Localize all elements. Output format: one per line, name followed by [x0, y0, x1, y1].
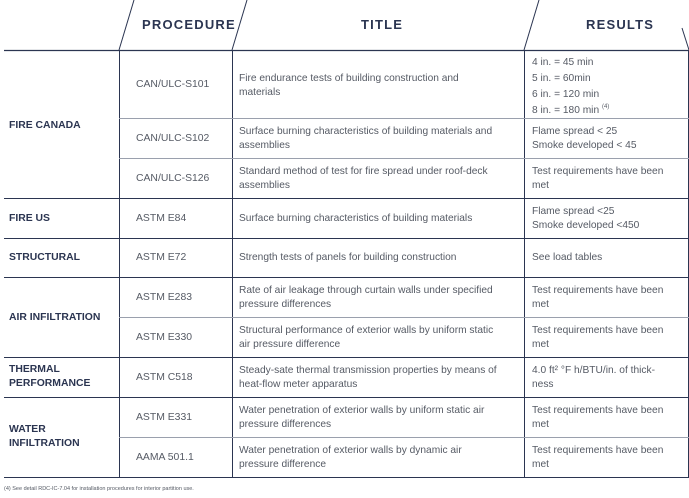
- result-line: Flame spread < 25: [532, 126, 618, 137]
- result-line: 5 in. = 60min: [532, 73, 591, 84]
- row-results: [532, 324, 682, 351]
- category-fire-us: FIRE US: [9, 213, 50, 224]
- row-procedure: ASTM E84: [136, 213, 187, 224]
- row-title-line: pressure differences: [239, 298, 332, 310]
- row-title-line: Surface burning characteristics of building materials and: [239, 126, 493, 137]
- row-results: [532, 55, 682, 119]
- result-line: met: [532, 179, 549, 191]
- row-results: [532, 444, 682, 471]
- header-procedure: PROCEDURE: [142, 17, 236, 32]
- row-results: [532, 404, 682, 431]
- row-title: [239, 364, 519, 391]
- row-title-line: Strength tests of panels for building construction: [239, 252, 457, 263]
- row-title-line: Surface burning characteristics of building materials: [239, 213, 473, 224]
- result-line: ness: [532, 378, 554, 390]
- row-results: [532, 165, 682, 192]
- category-water-line-2: INFILTRATION: [9, 438, 80, 449]
- result-line: met: [532, 418, 549, 430]
- row-title-line: heat-flow meter apparatus: [239, 378, 358, 390]
- row-procedure: CAN/ULC-S101: [136, 79, 210, 90]
- category-water-line-1: WATER: [9, 424, 46, 435]
- row-title-line: assemblies: [239, 139, 290, 151]
- row-title: [239, 165, 519, 192]
- row-procedure: ASTM E283: [136, 292, 193, 303]
- result-line: 6 in. = 120 min: [532, 89, 600, 100]
- result-line: 4.0 ft² °F h/BTU/in. of thick-: [532, 365, 655, 376]
- row-procedure: ASTM C518: [136, 372, 193, 383]
- row-title: [239, 444, 519, 471]
- result-line: 4 in. = 45 min: [532, 57, 594, 68]
- header-title: TITLE: [361, 17, 404, 32]
- result-line: met: [532, 298, 549, 310]
- result-line: met: [532, 338, 549, 350]
- row-title: [239, 284, 519, 311]
- footnote: (4) See detail RDC-IC-7.04 for installation procedures for interior partition use.: [4, 486, 194, 492]
- row-procedure: CAN/ULC-S102: [136, 133, 210, 144]
- result-line: Test requirements have been: [532, 285, 664, 296]
- result-line: Flame spread <25: [532, 206, 615, 217]
- row-procedure: ASTM E331: [136, 412, 193, 423]
- row-title: [239, 324, 519, 351]
- category-thermal-line-1: THERMAL: [9, 364, 60, 375]
- result-line: See load tables: [532, 252, 603, 263]
- result-line: Smoke developed <450: [532, 219, 640, 231]
- row-title-line: pressure differences: [239, 418, 332, 430]
- row-results: [532, 205, 682, 232]
- row-title: [239, 72, 519, 99]
- row-title: [239, 251, 519, 265]
- result-line: Test requirements have been: [532, 405, 664, 416]
- row-title: [239, 404, 519, 431]
- row-title-line: Structural performance of exterior walls by uniform static: [239, 325, 494, 336]
- row-procedure: ASTM E330: [136, 332, 193, 343]
- result-line: Test requirements have been: [532, 445, 664, 456]
- category-water-infiltration: [9, 423, 80, 451]
- row-title-line: Steady-sate thermal transmission properties by means of: [239, 365, 497, 376]
- footnote-marker: (4): [601, 104, 610, 110]
- row-procedure: CAN/ULC-S126: [136, 173, 210, 184]
- result-line: Smoke developed < 45: [532, 139, 637, 151]
- row-results: [532, 364, 682, 391]
- row-procedure: ASTM E72: [136, 252, 187, 263]
- category-air-infiltration: AIR INFILTRATION: [9, 312, 101, 323]
- row-title-line: Fire endurance tests of building construction and: [239, 73, 459, 84]
- row-title-line: Rate of air leakage through curtain walls under specified: [239, 285, 493, 296]
- row-results: [532, 251, 682, 265]
- category-thermal-line-2: PERFORMANCE: [9, 378, 91, 389]
- row-results: [532, 125, 682, 152]
- category-fire-canada: FIRE CANADA: [9, 120, 81, 131]
- row-title-line: Standard method of test for fire spread under roof-deck: [239, 166, 488, 177]
- result-line: Test requirements have been: [532, 325, 664, 336]
- header-divider-1: [119, 0, 134, 50]
- category-thermal-performance: [9, 363, 90, 391]
- row-title-line: Water penetration of exterior walls by dynamic air: [239, 445, 462, 456]
- result-line: Test requirements have been: [532, 166, 664, 177]
- category-structural: STRUCTURAL: [9, 252, 80, 263]
- row-title: [239, 125, 519, 152]
- row-title: [239, 212, 519, 226]
- row-title-line: air pressure difference: [239, 338, 341, 350]
- row-title-line: assemblies: [239, 179, 290, 191]
- row-results: [532, 284, 682, 311]
- header-results: RESULTS: [586, 17, 655, 32]
- row-title-line: pressure difference: [239, 458, 327, 470]
- header-divider-4: [682, 28, 689, 50]
- row-title-line: materials: [239, 86, 281, 98]
- result-line: [532, 103, 682, 119]
- row-title-line: Water penetration of exterior walls by uniform static air: [239, 405, 485, 416]
- row-procedure: AAMA 501.1: [136, 452, 194, 463]
- header-divider-3: [524, 0, 539, 50]
- result-line: met: [532, 458, 549, 470]
- result-line-text: 8 in. = 180 min: [532, 105, 600, 116]
